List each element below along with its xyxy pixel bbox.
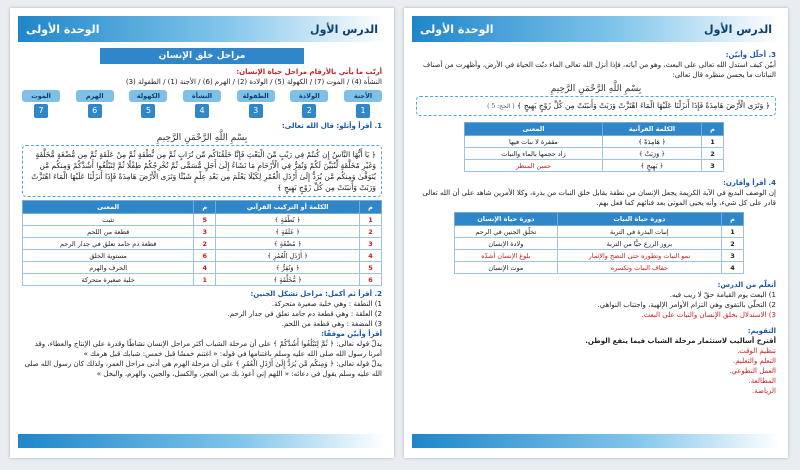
col-header: م [702, 123, 724, 136]
stage-label: الهرم [76, 90, 114, 102]
verse-box: ﴿ يَا أَيُّهَا النَّاسُ إِن كُنتُمْ فِي رَيْبٍ مِّنَ الْبَعْثِ فَإِنَّا خَلَقْنَاكُم مِّن تُرَابٍ ثُمَّ مِن نُّطْفَةٍ ثُمَّ مِنْ عَلَقَةٍ ثُمَّ مِن مُّضْغَةٍ مُّخَلَّقَةٍ وَغَيْرِ مُخَلَّقَةٍ لِّنُبَيِّنَ لَكُمْ وَنُقِرُّ فِي الْأَرْحَامِ مَا نَشَاءُ إِلَىٰ أَجَلٍ مُّسَمًّى ثُمَّ نُخْرِجُكُمْ طِفْلًا ثُمَّ لِتَبْلُغُوا أَشُدَّكُمْ وَمِنكُم مَّن يُتَوَفَّىٰ وَمِنكُم مَّن يُرَدُّ إِلَىٰ أَرْذَلِ الْعُمُرِ لِكَيْلَا يَعْلَمَ مِن بَعْدِ عِلْمٍ شَيْئًا وَتَرَى الْأَرْضَ هَامِدَةً فَإِذَا أَنزَلْنَا عَلَيْهَا الْمَاءَ اهْتَزَّتْ وَرَبَتْ وَأَنبَتَتْ مِن كُلِّ زَوْجٍ بَهِيجٍ ﴾ [22, 145, 382, 197]
meaning: تثبت [23, 214, 194, 226]
quran-word: ﴿ مُّخَلَّقَةٍ ﴾ [216, 274, 360, 286]
page-footer-bar [18, 434, 386, 448]
col-header: دورة حياة الإنسان [455, 213, 558, 226]
embryo-line: 3) المضغة : وهي قطعة من اللحم. [281, 320, 382, 328]
unit-title: الوحدة الأولى [26, 22, 100, 36]
page-header [18, 16, 386, 42]
row-num: 2 [702, 148, 724, 160]
quran-word: ﴿ بَهِيجٍ ﴾ [602, 160, 701, 172]
meaning: قطعة دم جامد تعلق في جدار الرحم [23, 238, 194, 250]
opinion-label: أقرأ وأبيّن موقفًا: [321, 330, 382, 338]
quran-word: ﴿ وَنُقِرُّ ﴾ [216, 262, 360, 274]
stage-item [290, 90, 328, 118]
bismillah: بِسْمِ اللَّهِ الرَّحْمَنِ الرَّحِيمِ [550, 84, 642, 94]
meaning: الخرف والهرم [23, 262, 194, 274]
plant-stage: نمو النبات وتطوره حتى النضج والإثمار [557, 250, 721, 262]
row-num: 4 [722, 262, 744, 274]
row-num: 3 [702, 160, 724, 172]
opinion-paragraph: يدلّ قوله تعالى: ﴿ ثُمَّ لِتَبْلُغُوا أَشُدَّكُمْ ﴾ على أن مرحلة الشباب أكثر مراحل الإنسان نشاطًا وقدرة على الإنتاج والعطاء، وقد أمرنا رسول الله صلى الله عليه وسلم باغتنامها في قوله: « اغتنم خمسًا قبل خمس: شبابك قبل هرمك » [34, 340, 382, 358]
plant-stage: جفاف النبات وتكسره [557, 262, 721, 274]
stage-label: الولادة [290, 90, 328, 102]
plant-stage: بروز الزرع حيًّا من التربة [557, 238, 721, 250]
life-cycle-table [454, 212, 744, 274]
col-header: دورة حياة النبات [557, 213, 721, 226]
human-stage: ولادة الإنسان [455, 238, 558, 250]
human-stage: بلوغ الإنسان أشدّه [455, 250, 558, 262]
analyze-text: أبيّن كيف استدل الله تعالى على البعث، وهو من آياته، فإذا أنزل الله تعالى الماء دبّت الحياة في الأرض، وأظهرت من أصناف النباتات ما يحسن منظره قال تعالى: [422, 61, 776, 79]
match-num: 3 [194, 226, 216, 238]
match-num: 2 [194, 238, 216, 250]
stage-number: 2 [302, 104, 316, 118]
page-footer-bar [412, 434, 780, 448]
table-row [465, 160, 724, 172]
lesson-title: الدرس الأول [310, 22, 378, 36]
table-row [455, 238, 744, 250]
table-row [23, 250, 382, 262]
col-header: المعنى [465, 123, 603, 136]
table-row [23, 214, 382, 226]
meaning: مقفرة لا نبات فيها [465, 136, 603, 148]
row-num: 6 [360, 274, 382, 286]
order-line: النشأة (4) / الموت (7) / الكهولة (5) / الولادة (2) / الهرم (6) / الأجنة (1) / الطفولة (3) [125, 78, 382, 86]
quran-word: ﴿ أَرْذَلِ الْعُمُرِ ﴾ [216, 250, 360, 262]
plant-stage: إنبات البذرة في التربة [557, 226, 721, 238]
meaning: قطعة من اللحم [23, 226, 194, 238]
quran-word: ﴿ نُطْفَةٍ ﴾ [216, 214, 360, 226]
col-header: الكلمة القرآنية [602, 123, 701, 136]
vocab-table [464, 122, 724, 172]
match-num: 4 [194, 262, 216, 274]
learned-item: 2) التحلّي بالتقوى وهي التزام الأوامر الإلهية، واجتناب النواهي. [597, 301, 776, 309]
page-header [412, 16, 780, 42]
stage-item [183, 90, 221, 118]
eval-item: التعلم والتعليم. [732, 357, 776, 365]
stage-number: 5 [141, 104, 155, 118]
stage-number: 7 [34, 104, 48, 118]
verse-reference: ( الحج: 5 ) [487, 103, 515, 110]
eval-item: العمل التطوعي. [729, 367, 776, 375]
table-row [23, 226, 382, 238]
table-row [455, 262, 744, 274]
embryo-label: 2. أقرأ ثم أكمل: مراحل تشكل الجنين: [250, 290, 382, 298]
verse-box [416, 96, 776, 116]
col-header: م [722, 213, 744, 226]
row-num: 1 [722, 226, 744, 238]
opinion-paragraph: يدلّ قوله تعالى: ﴿ وَمِنكُم مَّن يُرَدُّ إِلَىٰ أَرْذَلِ الْعُمُرِ ﴾ على أن مرحلة الهرم هي أدنى مراحل العمر، ولذلك كان رسول الله صلى الله عليه وسلم يقول في دعائه: « اللهم إني أعوذ بك من العجز، والكسل، والجبن، والهرم، والبخل » [24, 360, 382, 378]
meaning: زاد حجمها بالماء والنبات [465, 148, 603, 160]
eval-item: تنظيم الوقت. [737, 347, 776, 355]
table-row [465, 148, 724, 160]
stage-label: الكهولة [129, 90, 167, 102]
col-header: م [360, 201, 382, 214]
stage-number: 3 [249, 104, 263, 118]
embryo-line: 1) النطفة : وهي خلية صغيرة متحركة. [271, 300, 382, 308]
table-row [23, 238, 382, 250]
row-num: 2 [360, 226, 382, 238]
lesson-title: الدرس الأول [704, 22, 772, 36]
page-right [404, 8, 788, 458]
row-num: 3 [722, 250, 744, 262]
stage-label: النشأة [183, 90, 221, 102]
eval-question: أقترح أساليب لاستثمار مرحلة الشباب فيما ينفع الوطن. [585, 337, 776, 345]
col-header: المعنى [23, 201, 194, 214]
stage-number: 6 [88, 104, 102, 118]
compare-text: إن الوصف البديع في الآية الكريمة يجعل الإنسان من نطفة يقابل خلق النبات من بذرة، وكلا الأمرين شاهد على أن الله تعالى قادر على كل شيء، وأنه يحيي الموتى بعد فنائهم كما فعل بهم. [422, 189, 776, 207]
vocab-table [22, 200, 382, 286]
table-row [455, 250, 744, 262]
match-num: 1 [194, 274, 216, 286]
table-row [465, 136, 724, 148]
bismillah: بِسْمِ اللَّهِ الرَّحْمَنِ الرَّحِيمِ [156, 133, 248, 143]
page-left [10, 8, 394, 458]
quran-word: ﴿ هَامِدَةً ﴾ [602, 136, 701, 148]
stage-item [237, 90, 275, 118]
stage-item [129, 90, 167, 118]
stage-label: الموت [22, 90, 60, 102]
verse-text: ﴿ وَتَرَى الْأَرْضَ هَامِدَةً فَإِذَا أَنزَلْنَا عَلَيْهَا الْمَاءَ اهْتَزَّتْ وَرَبَتْ وَأَنبَتَتْ مِن كُلِّ زَوْجٍ بَهِيجٍ ﴾ [517, 101, 770, 110]
human-stage: موت الإنسان [455, 262, 558, 274]
quran-word: ﴿ وَرَبَتْ ﴾ [602, 148, 701, 160]
read-label: 1. أقرأ وأتلو: قال الله تعالى: [281, 122, 382, 130]
stage-label: الطفولة [237, 90, 275, 102]
section-title: مراحل خلق الإنسان [100, 48, 304, 64]
row-num: 3 [360, 238, 382, 250]
eval-label: التقويم: [747, 327, 776, 335]
learned-item: 1) البعث يوم القيامة حقّ لا ريب فيه. [669, 291, 776, 299]
meaning: مستوية الخلق [23, 250, 194, 262]
col-header: م [194, 201, 216, 214]
table-row [23, 262, 382, 274]
embryo-line: 2) العلقة : وهي قطعة دم جامد تعلق في جدار الرحم. [227, 310, 382, 318]
analyze-label: 3. أحلّل وأبيّن: [725, 51, 776, 59]
match-num: 6 [194, 250, 216, 262]
eval-item: المطالعة. [748, 377, 776, 385]
eval-item: الرياضة. [752, 387, 776, 395]
stages-row [10, 87, 394, 121]
match-num: 5 [194, 214, 216, 226]
unit-title: الوحدة الأولى [420, 22, 494, 36]
table-row [23, 274, 382, 286]
task-label: أرتّب ما يأتي بالأرقام مراحل حياة الإنسان: [236, 68, 382, 76]
row-num: 2 [722, 238, 744, 250]
quran-word: ﴿ مُضْغَةٍ ﴾ [216, 238, 360, 250]
stage-item [344, 90, 382, 118]
row-num: 5 [360, 262, 382, 274]
stage-label: الأجنة [344, 90, 382, 102]
stage-item [22, 90, 60, 118]
meaning: خلية صغيرة متحركة [23, 274, 194, 286]
meaning: حسن المنظر [465, 160, 603, 172]
learned-item: 3) الاستدلال بخلق الإنسان والنبات على البعث. [641, 311, 776, 319]
human-stage: تخلّق الجنين في الرحم [455, 226, 558, 238]
row-num: 1 [702, 136, 724, 148]
table-row [455, 226, 744, 238]
stage-number: 1 [356, 104, 370, 118]
learned-label: أتعلّم من الدرس: [717, 281, 776, 289]
row-num: 1 [360, 214, 382, 226]
quran-word: ﴿ عَلَقَةٍ ﴾ [216, 226, 360, 238]
stage-number: 4 [195, 104, 209, 118]
col-header: الكلمة أو التركيب القرآني [216, 201, 360, 214]
compare-label: 4. أقرأ وأقارن: [723, 179, 776, 187]
stage-item [76, 90, 114, 118]
row-num: 4 [360, 250, 382, 262]
